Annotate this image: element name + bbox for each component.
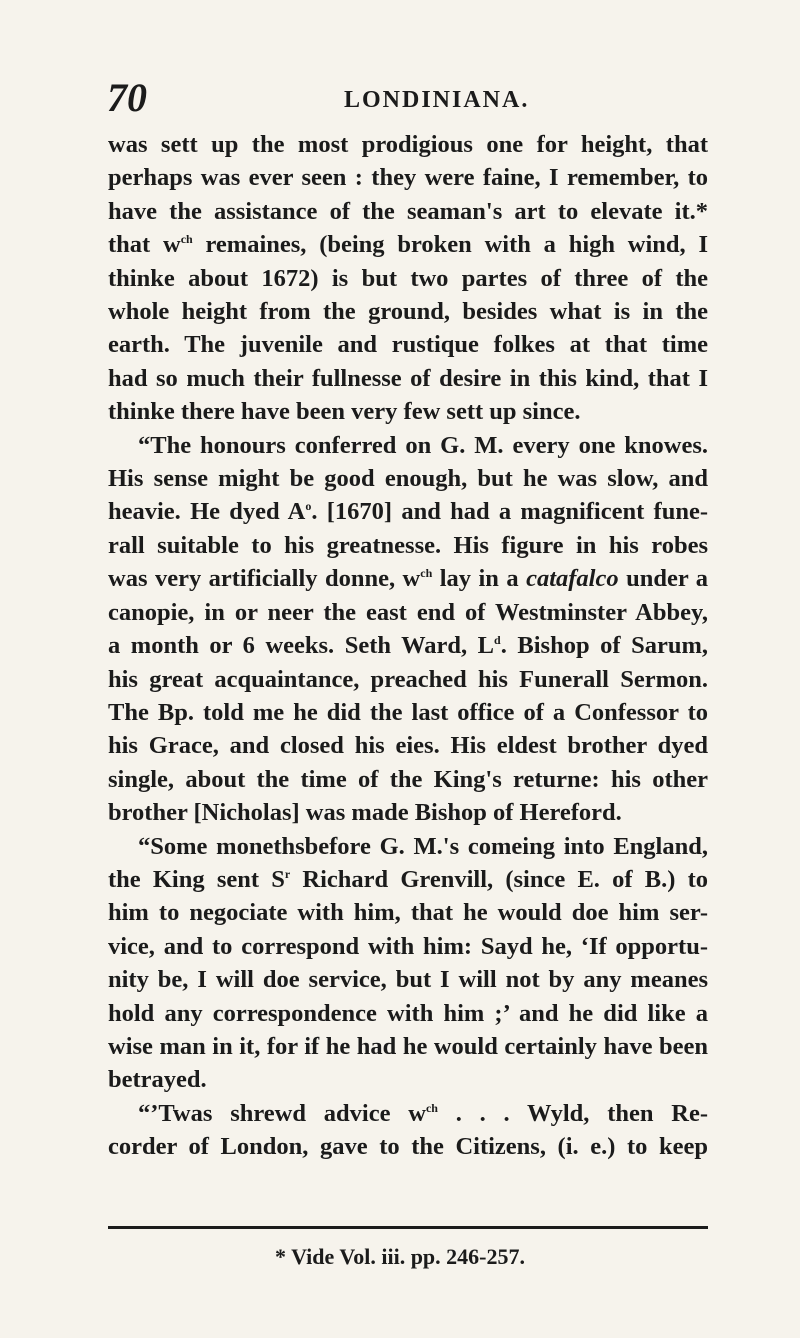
text-line: vice, and to correspond with him: Sayd he, ‘If opportu- — [108, 932, 708, 960]
superscript: ch — [180, 232, 193, 247]
text-line: thinke there have been very few sett up since. — [108, 398, 581, 426]
superscript: r — [284, 866, 291, 881]
superscript: ch — [425, 1100, 438, 1115]
page-number: 70 — [107, 75, 147, 120]
text-line: canopie, in or neer the east end of Westminster Abbey, — [108, 598, 708, 626]
superscript: o — [305, 499, 312, 514]
text-line: hold any correspondence with him ;’ and he did like a — [108, 999, 708, 1027]
text-segment: remaines, (being broken with a high wind, I — [192, 231, 708, 259]
text-line: nity be, I will doe service, but I will not by any meanes — [108, 966, 708, 994]
text-segment: lay in a — [432, 565, 527, 593]
text-segment: . . . Wyld, then Re- — [437, 1099, 708, 1127]
text-segment: Richard Grenvill, (since E. of B.) to — [290, 865, 708, 893]
text-segment: that w — [108, 231, 181, 259]
text-line: corder of London, gave to the Citizens, (i. e.) to keep — [108, 1133, 708, 1161]
text-line: wise man in it, for if he had he would certainly have been — [108, 1032, 708, 1060]
text-line: was sett up the most prodigious one for height, that — [108, 131, 708, 158]
text-line: had so much their fullnesse of desire in this kind, that I — [108, 364, 708, 392]
text-line: single, about the time of the King's returne: his other — [108, 765, 708, 793]
text-line: earth. The juvenile and rustique folkes at that time — [108, 331, 708, 359]
body-text — [108, 128, 708, 1164]
text-segment: was very artificially donne, w — [108, 565, 421, 593]
text-line: betrayed. — [108, 1066, 207, 1094]
text-line: thinke about 1672) is but two partes of three of the — [108, 264, 708, 292]
text-line — [108, 495, 708, 528]
text-line — [108, 863, 708, 896]
text-line — [108, 228, 708, 261]
text-segment: the King sent S — [108, 865, 285, 893]
text-line: His sense might be good enough, but he was slow, and — [108, 465, 708, 493]
superscript: d — [494, 633, 501, 648]
text-segment: “’Twas shrewd advice w — [138, 1099, 426, 1127]
italic-word: catafalco — [526, 565, 619, 593]
text-line: “Some monethsbefore G. M.'s comeing into England, — [138, 832, 708, 860]
text-line: perhaps was ever seen : they were faine, I remember, to — [108, 164, 708, 192]
text-segment: heavie. He dyed A — [108, 498, 306, 526]
text-line: The Bp. told me he did the last office of a Confessor to — [108, 698, 708, 726]
running-head: LONDINIANA. — [344, 87, 530, 113]
footnote-rule — [108, 1226, 708, 1229]
text-line — [108, 562, 708, 595]
text-line: rall suitable to his greatnesse. His figure in his robes — [108, 531, 708, 559]
text-line: his great acquaintance, preached his Funerall Sermon. — [108, 665, 708, 693]
text-line — [108, 1097, 708, 1130]
text-line: have the assistance of the seaman's art to elevate it.* — [108, 197, 708, 225]
text-segment: under a — [618, 565, 708, 593]
text-line: him to negociate with him, that he would doe him ser- — [108, 899, 708, 927]
text-line: his Grace, and closed his eies. His eldest brother dyed — [108, 732, 708, 760]
text-line: brother [Nicholas] was made Bishop of Hereford. — [108, 799, 622, 827]
footnote: * Vide Vol. iii. pp. 246-257. — [274, 1244, 525, 1269]
text-segment: . Bishop of Sarum, — [500, 632, 708, 660]
text-line — [108, 629, 708, 662]
text-segment: a month or 6 weeks. Seth Ward, L — [108, 632, 495, 660]
text-line: “The honours conferred on G. M. every one knowes. — [138, 431, 708, 459]
superscript: ch — [420, 566, 433, 581]
text-segment: . [1670] and had a magnificent fune- — [311, 498, 708, 526]
text-line: whole height from the ground, besides what is in the — [108, 298, 708, 326]
